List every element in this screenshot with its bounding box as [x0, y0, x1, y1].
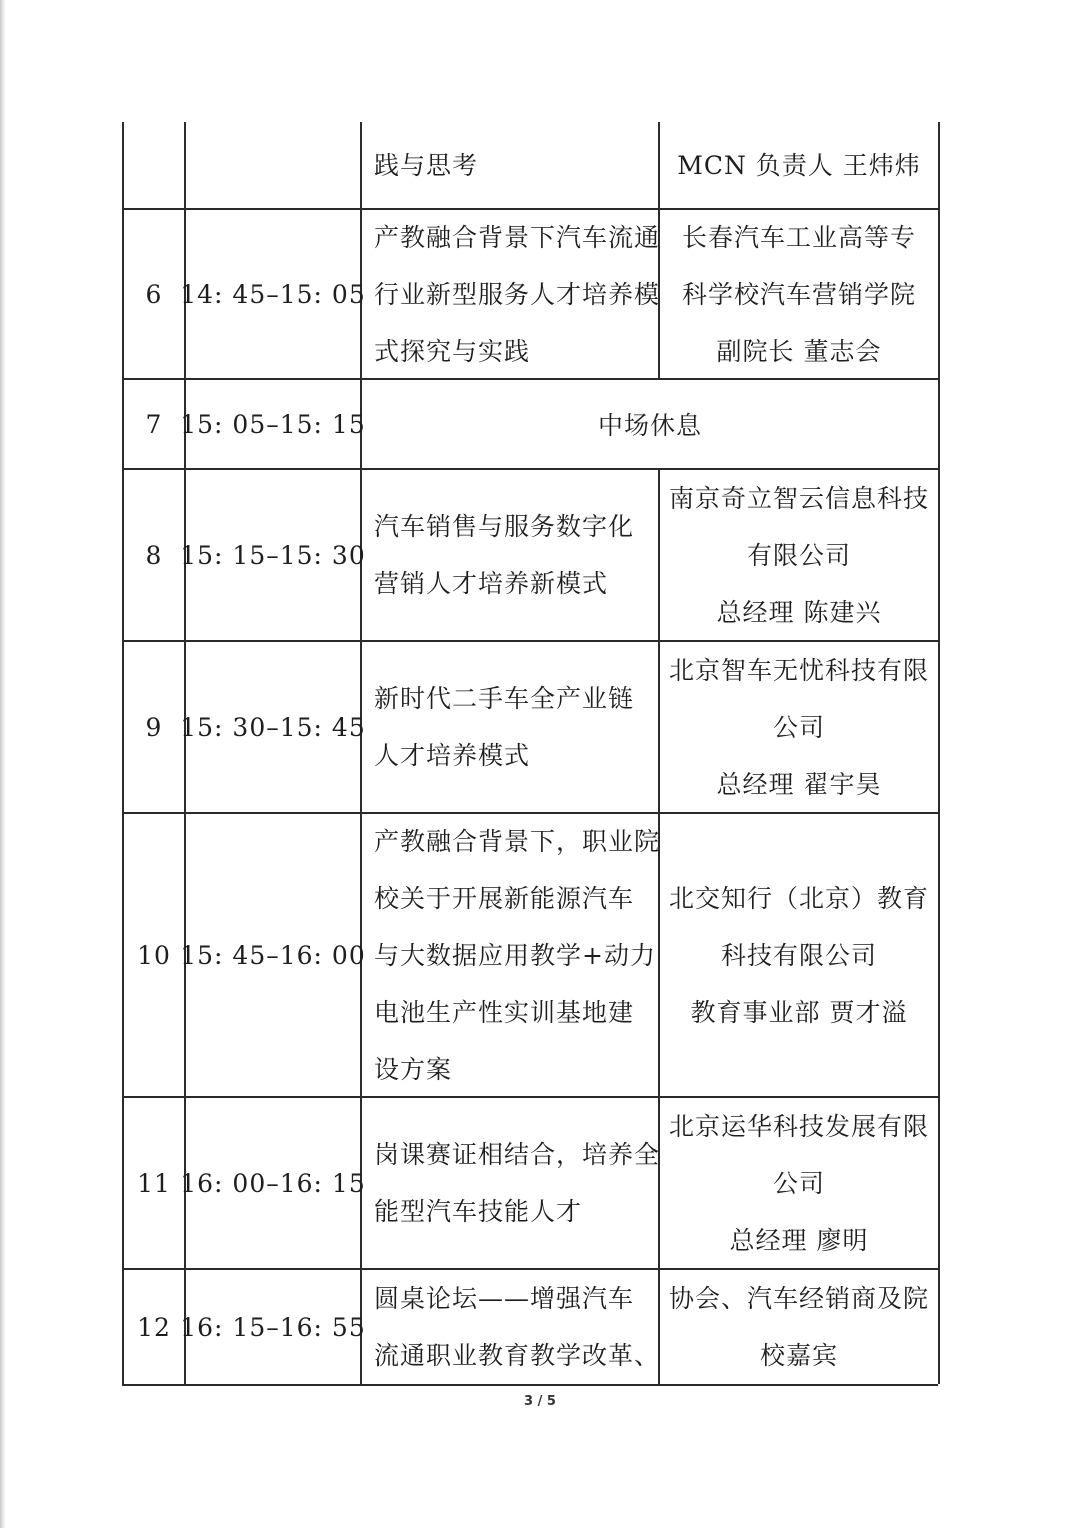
speaker-line: 北京智车无忧科技有限 — [668, 655, 929, 685]
topic-line: 能型汽车技能人才 — [374, 1197, 583, 1226]
speaker-cell — [660, 1268, 940, 1384]
speaker-line: 教育事业部 贾才溢 — [690, 997, 908, 1027]
row-number-cell: 10 — [124, 812, 186, 1096]
scan-edge-shadow — [0, 0, 6, 1528]
topic-line: 电池生产性实训基地建 — [374, 997, 635, 1027]
topic-line: 设方案 — [374, 1054, 453, 1084]
topic-line: 营销人才培养新模式 — [374, 569, 609, 598]
speaker-line: 北京运华科技发展有限 — [668, 1111, 929, 1141]
speaker-cell — [660, 468, 940, 640]
row-number-cell: 11 — [124, 1096, 186, 1268]
speaker-line: 公司 — [772, 712, 825, 742]
speaker-cell — [660, 640, 940, 812]
topic-line: 式探究与实践 — [374, 336, 531, 366]
speaker-line: 总经理 翟宇昊 — [716, 769, 882, 799]
topic-cell — [362, 208, 660, 378]
speaker-line: 副院长 董志会 — [716, 336, 882, 366]
time-cell: 14: 45–15: 05 — [186, 208, 362, 378]
topic-line: 与大数据应用教学+动力 — [374, 940, 656, 970]
topic-line: 汽车销售与服务数字化 — [374, 512, 635, 541]
page-number: 3 / 5 — [524, 1394, 556, 1409]
row-number-cell: 7 — [124, 378, 186, 468]
topic-line: 流通职业教育教学改革、 — [374, 1341, 661, 1370]
speaker-line: 总经理 陈建兴 — [716, 597, 882, 627]
time-cell: 16: 00–16: 15 — [186, 1096, 362, 1268]
speaker-line: 科学校汽车营销学院 — [681, 279, 916, 309]
topic-cell — [362, 640, 660, 812]
row-number-cell: 9 — [124, 640, 186, 812]
speaker-line: 北交知行（北京）教育 — [668, 883, 929, 913]
speaker-line: 校嘉宾 — [759, 1341, 838, 1370]
row-number-cell: 8 — [124, 468, 186, 640]
schedule-table — [122, 122, 938, 1386]
speaker-line: 公司 — [772, 1168, 825, 1198]
topic-cell — [362, 1096, 660, 1268]
speaker-line: MCN 负责人 王炜炜 — [677, 150, 921, 180]
time-cell — [186, 122, 362, 208]
speaker-line: 南京奇立智云信息科技 — [668, 483, 929, 513]
topic-cell — [362, 812, 660, 1096]
topic-line: 人才培养模式 — [374, 741, 531, 770]
time-cell: 15: 45–16: 00 — [186, 812, 362, 1096]
topic-cell — [362, 468, 660, 640]
speaker-line: 科技有限公司 — [720, 940, 877, 970]
topic-cell — [362, 122, 660, 208]
topic-line: 校关于开展新能源汽车 — [374, 883, 635, 913]
speaker-line: 有限公司 — [746, 540, 851, 570]
topic-cell — [362, 1268, 660, 1384]
topic-line: 行业新型服务人才培养模 — [374, 279, 661, 309]
topic-line: 圆桌论坛——增强汽车 — [374, 1284, 635, 1313]
topic-line: 岗课赛证相结合，培养全 — [374, 1140, 661, 1169]
time-cell: 16: 15–16: 55 — [186, 1268, 362, 1384]
speaker-cell — [660, 122, 940, 208]
time-cell: 15: 05–15: 15 — [186, 378, 362, 468]
row-number-cell: 12 — [124, 1268, 186, 1384]
speaker-line: 协会、汽车经销商及院 — [668, 1284, 929, 1313]
topic-line: 新时代二手车全产业链 — [374, 684, 635, 713]
time-cell: 15: 15–15: 30 — [186, 468, 362, 640]
speaker-cell — [660, 1096, 940, 1268]
topic-line: 践与思考 — [374, 150, 479, 180]
row-number-cell: 6 — [124, 208, 186, 378]
break-cell: 中场休息 — [362, 378, 940, 468]
row-number-cell — [124, 122, 186, 208]
speaker-line: 总经理 廖明 — [729, 1225, 869, 1255]
speaker-cell — [660, 208, 940, 378]
speaker-line: 长春汽车工业高等专 — [681, 222, 916, 252]
speaker-cell — [660, 812, 940, 1096]
topic-line: 产教融合背景下，职业院 — [374, 826, 661, 856]
time-cell: 15: 30–15: 45 — [186, 640, 362, 812]
topic-line: 产教融合背景下汽车流通 — [374, 222, 661, 252]
